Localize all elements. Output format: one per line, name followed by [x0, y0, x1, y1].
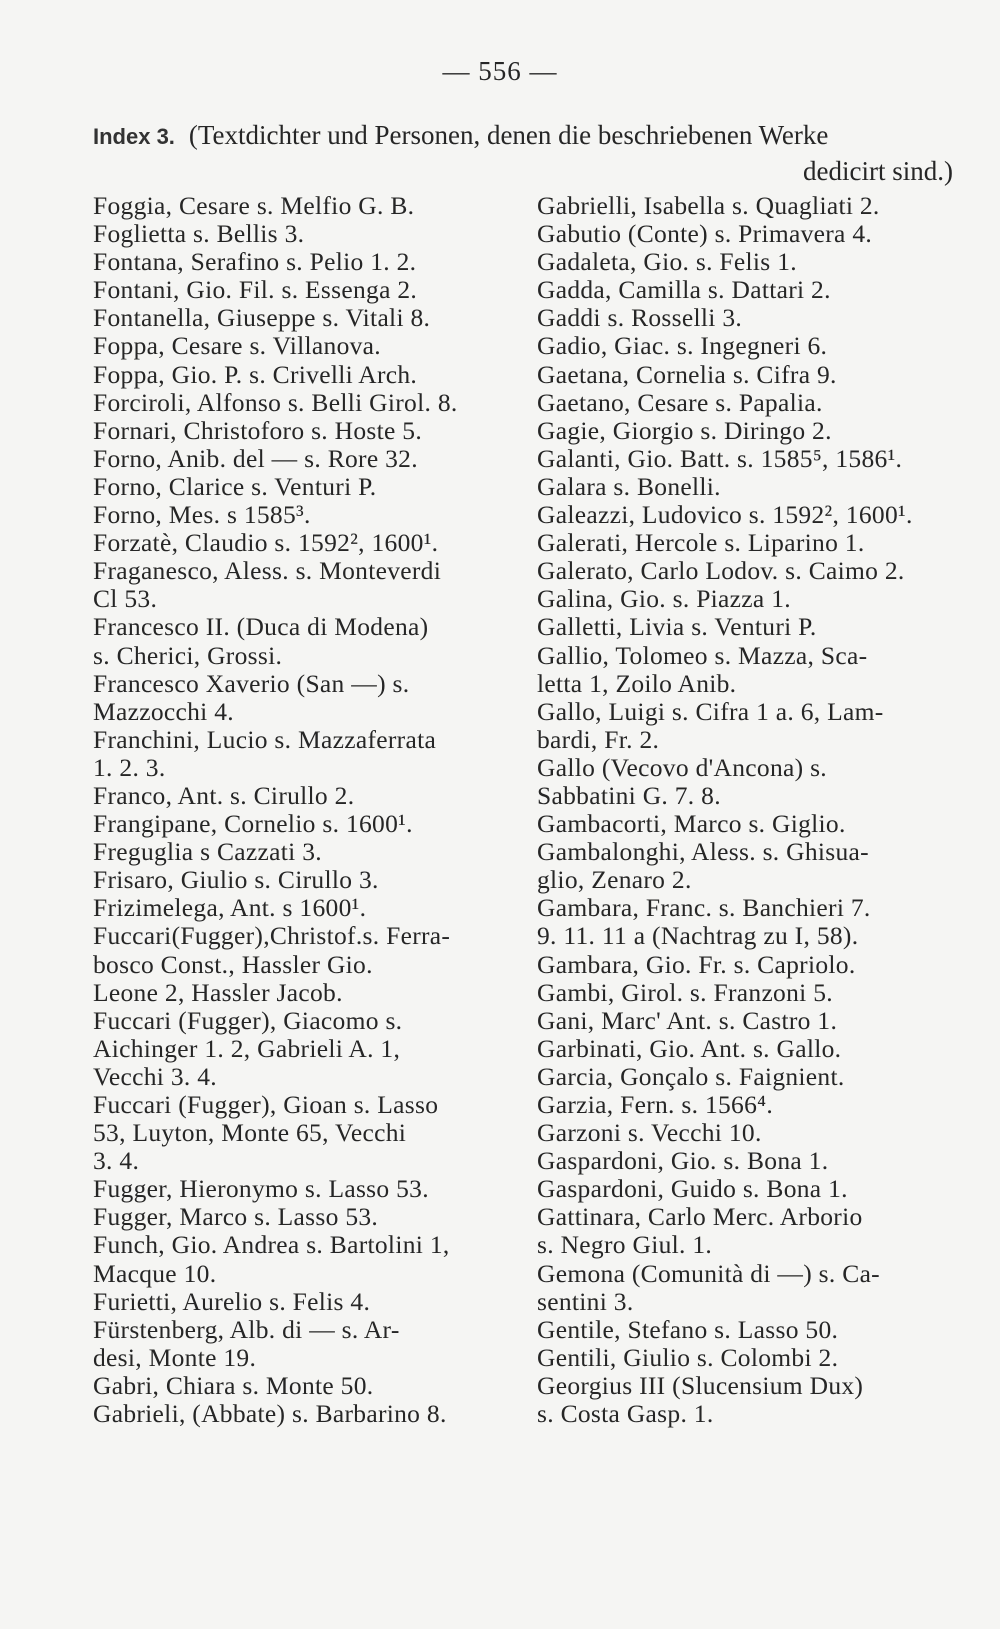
entry-line: Gaetana, Cornelia s. Cifra 9.	[537, 359, 837, 389]
entry-line: Foglietta s. Bellis 3.	[93, 219, 305, 249]
entry-line: Forciroli, Alfonso s. Belli Girol. 8.	[93, 387, 458, 417]
entry-line: Leone 2, Hassler Jacob.	[93, 977, 343, 1007]
entry-line: Gattinara, Carlo Merc. Arborio	[537, 1202, 863, 1232]
index-entry	[537, 1344, 957, 1372]
entry-line: Garbinati, Gio. Ant. s. Gallo.	[537, 1033, 842, 1063]
index-entry	[537, 838, 957, 894]
entry-line: Frisaro, Giulio s. Cirullo 3.	[93, 865, 379, 895]
entry-line: Fugger, Hieronymo s. Lasso 53.	[93, 1174, 429, 1204]
entry-line: Garzia, Fern. s. 1566⁴.	[537, 1090, 774, 1119]
index-entry	[93, 1372, 513, 1400]
entry-line: Fraganesco, Aless. s. Monteverdi	[93, 556, 442, 586]
entry-line: Gagie, Giorgio s. Diringo 2.	[537, 415, 832, 445]
entry-line: Galanti, Gio. Batt. s. 1585⁵, 1586¹.	[537, 443, 903, 473]
index-entry	[537, 1203, 957, 1259]
index-entry	[537, 1147, 957, 1175]
entry-line: Galletti, Livia s. Venturi P.	[537, 612, 817, 642]
entry-line: letta 1, Zoilo Anib.	[537, 668, 737, 698]
entry-line: Fontana, Serafino s. Pelio 1. 2.	[93, 247, 417, 277]
entry-line: Gabri, Chiara s. Monte 50.	[93, 1370, 374, 1400]
index-entry	[537, 1063, 957, 1091]
index-entry	[537, 1260, 957, 1316]
entry-line: Gabrieli, (Abbate) s. Barbarino 8.	[93, 1399, 447, 1429]
entry-line: Foggia, Cesare s. Melfio G. B.	[93, 191, 415, 220]
entry-line: Foppa, Gio. P. s. Crivelli Arch.	[93, 359, 418, 389]
entry-line: Gaspardoni, Guido s. Bona 1.	[537, 1174, 848, 1204]
heading-line-2: dedicirt sind.)	[803, 156, 953, 186]
entry-line: Gaetano, Cesare s. Papalia.	[537, 387, 823, 417]
entry-line: Gallio, Tolomeo s. Mazza, Sca-	[537, 640, 868, 670]
index-entry	[93, 810, 513, 838]
entry-line: Gambalonghi, Aless. s. Ghisua-	[537, 837, 869, 867]
entry-line: Gentili, Giulio s. Colombi 2.	[537, 1342, 839, 1372]
index-entry	[93, 220, 513, 248]
entry-line: Freguglia s Cazzati 3.	[93, 837, 322, 867]
index-entry	[93, 417, 513, 445]
entry-line: Gambacorti, Marco s. Giglio.	[537, 809, 846, 839]
index-entry	[537, 192, 957, 220]
index-entry	[537, 276, 957, 304]
index-entry	[537, 951, 957, 979]
entry-line: sentini 3.	[537, 1286, 634, 1316]
entry-line: Vecchi 3. 4.	[93, 1061, 217, 1091]
index-entry	[93, 922, 513, 1006]
entry-line: Furietti, Aurelio s. Felis 4.	[93, 1286, 371, 1316]
index-entry	[537, 473, 957, 501]
index-entry	[537, 501, 957, 529]
index-entry	[537, 557, 957, 585]
entry-line: Galerato, Carlo Lodov. s. Caimo 2.	[537, 556, 905, 586]
entry-line: Gallo, Luigi s. Cifra 1 a. 6, Lam-	[537, 696, 884, 726]
entry-line: Garcia, Gonçalo s. Faignient.	[537, 1061, 845, 1091]
index-entry	[537, 894, 957, 950]
index-entry	[93, 192, 513, 220]
entry-line: Gambara, Franc. s. Banchieri 7.	[537, 893, 871, 923]
entry-line: Foppa, Cesare s. Villanova.	[93, 331, 381, 361]
index-entry	[93, 838, 513, 866]
index-entry	[537, 698, 957, 754]
entry-line: Sabbatini G. 7. 8.	[537, 780, 721, 810]
entry-line: Francesco II. (Duca di Modena)	[93, 612, 429, 642]
index-entry	[537, 979, 957, 1007]
entry-line: Gabutio (Conte) s. Primavera 4.	[537, 219, 873, 249]
index-entry	[537, 1035, 957, 1063]
entry-line: Fugger, Marco s. Lasso 53.	[93, 1202, 379, 1232]
entry-line: Frangipane, Cornelio s. 1600¹.	[93, 809, 413, 839]
index-entry	[537, 642, 957, 698]
entry-line: Forno, Clarice s. Venturi P.	[93, 471, 377, 501]
entry-line: Francesco Xaverio (San —) s.	[93, 668, 410, 698]
index-entry	[537, 754, 957, 810]
index-entry	[93, 894, 513, 922]
entry-line: Gani, Marc' Ant. s. Castro 1.	[537, 1005, 838, 1035]
index-entry	[537, 1175, 957, 1203]
index-entry	[93, 613, 513, 669]
index-entry	[537, 304, 957, 332]
index-entry	[537, 389, 957, 417]
index-entry	[93, 670, 513, 726]
entry-line: Forno, Anib. del — s. Rore 32.	[93, 443, 418, 473]
entry-line: Gemona (Comunità di —) s. Ca-	[537, 1258, 880, 1288]
index-entry	[537, 417, 957, 445]
entry-line: Funch, Gio. Andrea s. Bartolini 1,	[93, 1230, 450, 1260]
entry-line: s. Cherici, Grossi.	[93, 640, 283, 670]
index-entry	[93, 1231, 513, 1287]
index-entry	[537, 810, 957, 838]
entry-line: Galina, Gio. s. Piazza 1.	[537, 584, 791, 614]
index-heading	[93, 118, 953, 188]
entry-line: Fürstenberg, Alb. di — s. Ar-	[93, 1314, 400, 1344]
index-entry	[93, 1175, 513, 1203]
entry-line: Georgius III (Slucensium Dux)	[537, 1370, 864, 1400]
entry-line: Fuccari(Fugger),Christof.s. Ferra-	[93, 921, 451, 951]
index-entry	[93, 304, 513, 332]
entry-line: Gadio, Giac. s. Ingegneri 6.	[537, 331, 828, 361]
index-entry	[537, 220, 957, 248]
entry-line: Gallo (Vecovo d'Ancona) s.	[537, 752, 827, 782]
index-entry	[93, 473, 513, 501]
heading-text: (Textdichter und Personen, denen die beschriebenen Werke	[188, 120, 829, 150]
entry-line: Cl 53.	[93, 584, 158, 614]
entry-line: Fontani, Gio. Fil. s. Essenga 2.	[93, 275, 418, 305]
entry-line: Franco, Ant. s. Cirullo 2.	[93, 780, 355, 810]
page-number: — 556 —	[442, 56, 558, 86]
index-entry	[93, 557, 513, 613]
index-entry	[93, 782, 513, 810]
entry-line: bardi, Fr. 2.	[537, 724, 660, 754]
entry-line: 1. 2. 3.	[93, 752, 166, 782]
entry-line: Gaddi s. Rosselli 3.	[537, 303, 743, 333]
index-entry	[93, 332, 513, 360]
entry-line: Forno, Mes. s 1585³.	[93, 500, 311, 530]
index-entry	[537, 1372, 957, 1428]
entry-line: Franchini, Lucio s. Mazzaferrata	[93, 724, 437, 754]
entry-line: desi, Monte 19.	[93, 1342, 257, 1372]
index-entry	[537, 585, 957, 613]
index-entry	[93, 1007, 513, 1091]
entry-line: Forzatè, Claudio s. 1592², 1600¹.	[93, 528, 439, 558]
entry-line: 53, Luyton, Monte 65, Vecchi	[93, 1118, 407, 1148]
index-entry	[537, 332, 957, 360]
index-entry	[93, 501, 513, 529]
index-entry	[537, 445, 957, 473]
entry-line: s. Costa Gasp. 1.	[537, 1399, 714, 1429]
index-entry	[93, 866, 513, 894]
entry-line: 9. 11. 11 a (Nachtrag zu I, 58).	[537, 921, 859, 951]
entry-line: bosco Const., Hassler Gio.	[93, 949, 373, 979]
entry-line: Fornari, Christoforo s. Hoste 5.	[93, 415, 423, 445]
index-entry	[93, 445, 513, 473]
index-entry	[537, 529, 957, 557]
left-column	[93, 192, 513, 1428]
entry-line: Gentile, Stefano s. Lasso 50.	[537, 1314, 839, 1344]
entry-line: Garzoni s. Vecchi 10.	[537, 1118, 762, 1148]
entry-line: Gambi, Girol. s. Franzoni 5.	[537, 977, 833, 1007]
index-entry	[93, 361, 513, 389]
entry-line: Galara s. Bonelli.	[537, 471, 721, 501]
entry-line: glio, Zenaro 2.	[537, 865, 692, 895]
index-entry	[93, 529, 513, 557]
index-entry	[537, 1091, 957, 1119]
index-entry	[537, 1119, 957, 1147]
index-entry	[93, 276, 513, 304]
index-entry	[93, 1316, 513, 1372]
entry-line: s. Negro Giul. 1.	[537, 1230, 713, 1260]
right-column	[537, 192, 957, 1428]
index-entry	[537, 1007, 957, 1035]
index-label: Index 3.	[93, 124, 175, 149]
entry-line: Galeazzi, Ludovico s. 1592², 1600¹.	[537, 500, 913, 530]
entry-line: Gambara, Gio. Fr. s. Capriolo.	[537, 949, 856, 979]
index-entry	[93, 1203, 513, 1231]
index-entry	[537, 361, 957, 389]
entry-line: Frizimelega, Ant. s 1600¹.	[93, 893, 367, 923]
entry-line: Fuccari (Fugger), Gioan s. Lasso	[93, 1090, 439, 1119]
index-entry	[93, 1400, 513, 1428]
entry-line: Gadaleta, Gio. s. Felis 1.	[537, 247, 797, 277]
entry-line: Mazzocchi 4.	[93, 696, 234, 726]
entry-line: Galerati, Hercole s. Liparino 1.	[537, 528, 865, 558]
index-entry	[93, 1091, 513, 1175]
index-entry	[537, 248, 957, 276]
index-entry	[93, 248, 513, 276]
entry-line: Macque 10.	[93, 1258, 217, 1288]
entry-line: 3. 4.	[93, 1146, 140, 1176]
index-entry	[537, 1316, 957, 1344]
entry-line: Gadda, Camilla s. Dattari 2.	[537, 275, 831, 305]
index-entry	[93, 1288, 513, 1316]
entry-line: Fuccari (Fugger), Giacomo s.	[93, 1005, 403, 1035]
entry-line: Fontanella, Giuseppe s. Vitali 8.	[93, 303, 431, 333]
index-entry	[93, 726, 513, 782]
entry-line: Gaspardoni, Gio. s. Bona 1.	[537, 1146, 829, 1176]
index-entry	[93, 389, 513, 417]
entry-line: Gabrielli, Isabella s. Quagliati 2.	[537, 191, 880, 220]
index-entry	[537, 613, 957, 641]
heading-line-1	[93, 118, 953, 154]
entry-line: Aichinger 1. 2, Gabrieli A. 1,	[93, 1033, 401, 1063]
